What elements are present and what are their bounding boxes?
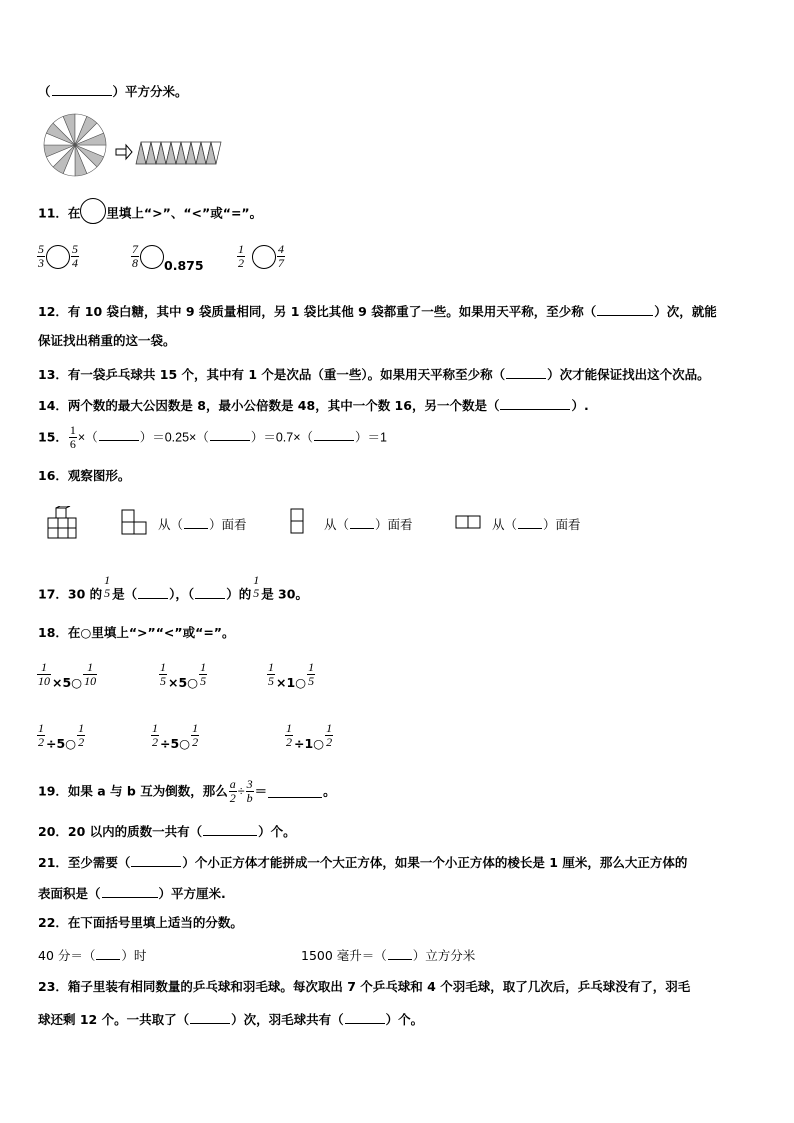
q18-item-3: $\frac{1}{5}$ ×1○ $\frac{1}{5}$ xyxy=(268,660,315,691)
view-figure-2 xyxy=(290,508,306,536)
q18-item-6: $\frac{1}{2}$ ÷1○ $\frac{1}{2}$ xyxy=(286,721,333,752)
q22-item-2: 1500 毫升＝（ ）立方分米 xyxy=(301,948,476,963)
view-label-3: 从（ ）面看 xyxy=(492,517,581,532)
answer-blank[interactable] xyxy=(314,429,354,441)
q18-item-4: $\frac{1}{2}$ ÷5○ $\frac{1}{2}$ xyxy=(38,721,85,752)
compare-circle-input[interactable] xyxy=(252,245,276,269)
q22-prompt: 22．在下面括号里填上适当的分数。 xyxy=(38,915,243,930)
compare-circle-input[interactable] xyxy=(140,245,164,269)
answer-blank[interactable] xyxy=(52,84,112,96)
q10-answer-line: （ ）平方分米。 xyxy=(38,84,188,99)
answer-blank[interactable] xyxy=(500,398,570,410)
compare-circle-icon xyxy=(80,198,106,224)
q13: 13．有一袋乒乓球共 15 个，其中有 1 个是次品（重一些）。如果用天平称至少称（ ）次才能保证找出这个次品。 xyxy=(38,367,710,382)
answer-blank[interactable] xyxy=(345,1012,385,1024)
circle-sectors-figure xyxy=(42,112,232,178)
answer-blank[interactable] xyxy=(388,948,412,960)
arrow-icon xyxy=(116,145,132,159)
answer-blank[interactable] xyxy=(268,786,322,798)
q11-prompt: 11．在 里填上“>”、“<”或“=”。 xyxy=(38,204,262,224)
answer-blank[interactable] xyxy=(190,1012,230,1024)
answer-blank[interactable] xyxy=(184,517,208,529)
answer-blank[interactable] xyxy=(597,304,653,316)
compare-circle-input[interactable] xyxy=(46,245,70,269)
answer-blank[interactable] xyxy=(138,587,168,599)
answer-blank[interactable] xyxy=(102,886,158,898)
answer-blank[interactable] xyxy=(96,948,120,960)
answer-blank[interactable] xyxy=(195,587,225,599)
q12-line1: 12．有 10 袋白糖，其中 9 袋质量相同，另 1 袋比其他 9 袋都重了一些。如果用天平称，至少称（ ）次，就能 xyxy=(38,304,717,319)
q12-line2: 保证找出稍重的这一袋。 xyxy=(38,333,176,348)
q18-item-1: $\frac{1}{10}$ ×5○ $\frac{1}{10}$ xyxy=(38,660,97,691)
answer-blank[interactable] xyxy=(210,429,250,441)
answer-blank[interactable] xyxy=(518,517,542,529)
q20: 20．20 以内的质数一共有（ ）个。 xyxy=(38,824,296,839)
view-label-2: 从（ ）面看 xyxy=(324,517,413,532)
q16-prompt: 16．观察图形。 xyxy=(38,468,131,483)
view-figure-3 xyxy=(455,515,483,529)
q18-item-2: $\frac{1}{5}$ ×5○ $\frac{1}{5}$ xyxy=(160,660,207,691)
q22-item-1: 40 分＝（ ）时 xyxy=(38,948,147,963)
view-label-1: 从（ ）面看 xyxy=(158,517,247,532)
q14: 14．两个数的最大公因数是 8，最小公倍数是 48，其中一个数 16，另一个数是（ ）. xyxy=(38,398,589,413)
q11-item-1: $\frac{5}{3}$ $\frac{5}{4}$ xyxy=(38,242,78,271)
q11-item-3: $\frac{1}{2}$ $\frac{4}{7}$ xyxy=(238,242,284,271)
q21-line1: 21．至少需要（ ）个小正方体才能拼成一个大正方体，如果一个小正方体的棱长是 1 厘米，那么大正方体的 xyxy=(38,855,688,870)
q23-line1: 23．箱子里装有相同数量的乒乓球和羽毛球。每次取出 7 个乒乓球和 4 个羽毛球，取了几次后，乒乓球没有了，羽毛 xyxy=(38,979,691,994)
q18-prompt: 18．在○里填上“>”“<”或“=”。 xyxy=(38,625,235,640)
view-figure-1 xyxy=(121,509,149,535)
answer-blank[interactable] xyxy=(506,367,546,379)
answer-blank[interactable] xyxy=(131,855,181,867)
q19: 19．如果 a 与 b 互为倒数，那么 $\frac{a}{2}$ ÷ $\frac{3}{b}$ ＝ 。 xyxy=(38,777,336,806)
q18-item-5: $\frac{1}{2}$ ÷5○ $\frac{1}{2}$ xyxy=(152,721,199,752)
q23-line2: 球还剩 12 个。一共取了（ ）次，羽毛球共有（ ）个。 xyxy=(38,1012,424,1027)
q11-item-2: $\frac{7}{8}$ 0.875 xyxy=(132,242,204,274)
answer-blank[interactable] xyxy=(350,517,374,529)
answer-blank[interactable] xyxy=(99,429,139,441)
answer-blank[interactable] xyxy=(203,824,257,836)
q15: 15． $\frac{1}{6}$ ×（ ）＝0.25×（ ）＝0.7×（ ）＝1 xyxy=(38,423,387,452)
q17: 17．30 的 1 5 是（ ），（ ）的 1 5 是 30。 xyxy=(38,573,308,602)
q21-line2: 表面积是（ ）平方厘米. xyxy=(38,886,226,901)
